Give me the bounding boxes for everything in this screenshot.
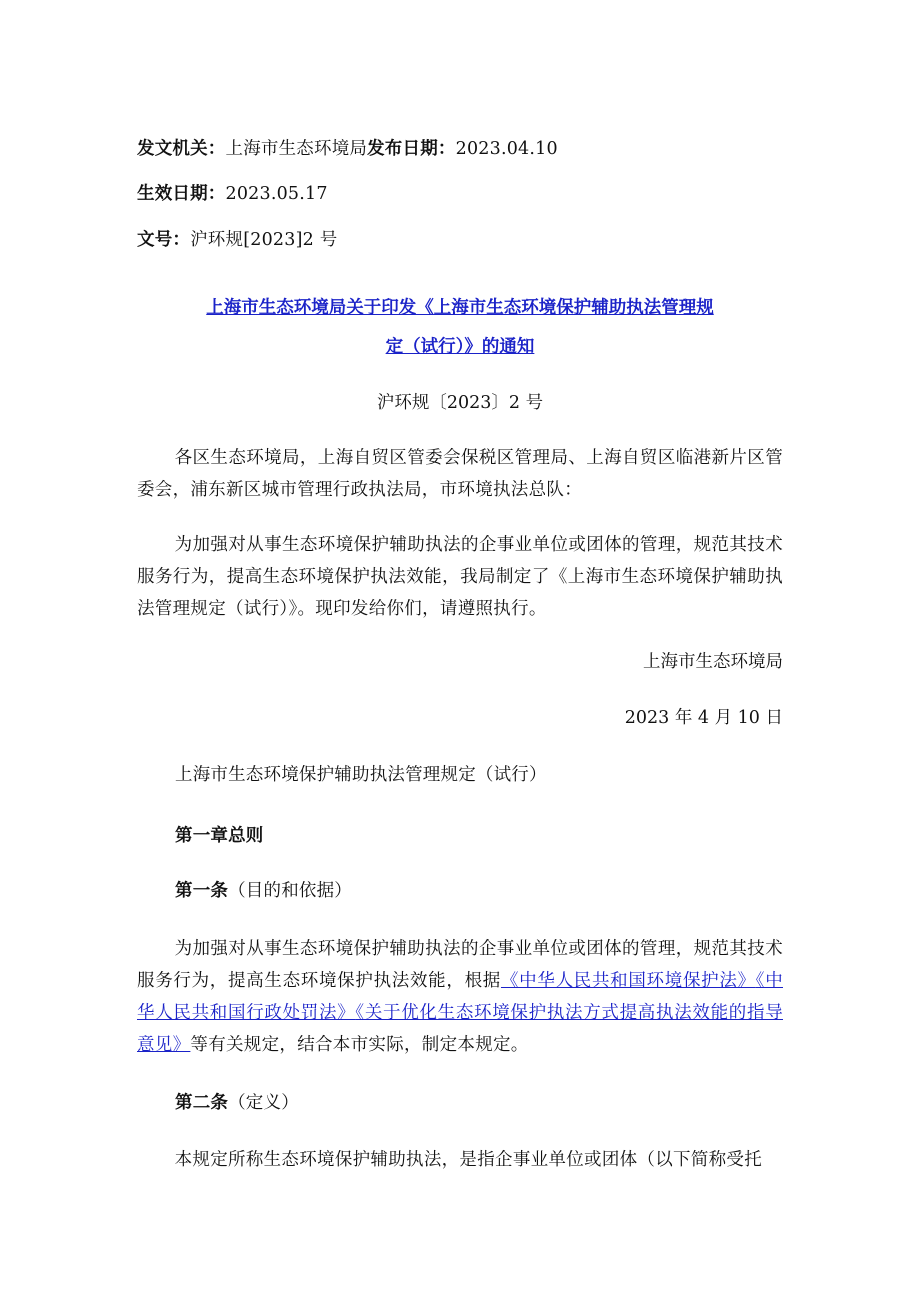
notice-body-paragraph: 为加强对从事生态环境保护辅助执法的企事业单位或团体的管理，规范其技术服务行为，提高生态环境保护执法效能，我局制定了《上海市生态环境保护辅助执法管理规定（试行）》。现印发给你们，请遵照执行。 — [137, 535, 783, 619]
regulation-title: 上海市生态环境保护辅助执法管理规定（试行） — [175, 765, 547, 785]
article-1-text-a: 为加强对从事生态环境保护辅助执法的企事业单位或团体的管理，规范其技术服务行为，提高生态环境保护执法效能，根据 — [137, 939, 783, 991]
signature-date: 2023 年 4 月 10 日 — [624, 708, 783, 728]
notice-title-link-2[interactable]: 定（试行）》的通知 — [385, 337, 535, 357]
effective-date-line — [137, 182, 328, 206]
article-2-heading — [175, 1091, 299, 1115]
publish-date-label: 发布日期： — [367, 139, 456, 159]
article-1-subtitle: （目的和依据） — [228, 881, 353, 901]
publish-date-value: 2023.04.10 — [455, 139, 558, 159]
addressees-paragraph: 各区生态环境局，上海自贸区管委会保税区管理局、上海自贸区临港新片区管委会，浦东新区城市管理行政执法局，市环境执法总队： — [137, 448, 783, 500]
issuer-value: 上海市生态环境局 — [225, 139, 368, 159]
administrative-penalty-law-link[interactable]: 《中华人民共和国行政处罚法》 — [137, 971, 783, 1023]
effective-date-value: 2023.05.17 — [225, 184, 328, 204]
notice-title-line2[interactable] — [137, 335, 783, 359]
article-2-number: 第二条 — [175, 1093, 229, 1113]
article-1-text-b: 等有关规定，结合本市实际，制定本规定。 — [190, 1035, 529, 1055]
issuer-line — [137, 137, 558, 161]
article-1-paragraph — [137, 933, 783, 1061]
chapter-heading: 第一章总则 — [175, 826, 264, 846]
notice-title-link-1[interactable]: 上海市生态环境局关于印发《上海市生态环境保护辅助执法管理规 — [206, 298, 714, 318]
doc-number-line — [137, 228, 337, 252]
doc-number-value: 沪环规[2023]2 号 — [190, 230, 338, 250]
enforcement-guidance-opinion-link[interactable]: 《关于优化生态环境保护执法方式提高执法效能的指导意见》 — [137, 1003, 783, 1055]
effective-date-label: 生效日期： — [137, 184, 226, 204]
environmental-protection-law-link[interactable]: 《中华人民共和国环境保护法》 — [500, 971, 756, 991]
issuer-label: 发文机关： — [137, 139, 226, 159]
article-1-number: 第一条 — [175, 881, 229, 901]
article-1-heading — [175, 879, 352, 903]
article-2-subtitle: （定义） — [228, 1093, 299, 1113]
notice-title-line1[interactable] — [137, 296, 783, 320]
article-2-paragraph: 本规定所称生态环境保护辅助执法，是指企事业单位或团体（以下简称受托 — [174, 1150, 763, 1170]
doc-number-label: 文号： — [137, 230, 191, 250]
doc-number-centered: 沪环规〔2023〕2 号 — [376, 393, 544, 413]
signature-org: 上海市生态环境局 — [643, 652, 783, 672]
